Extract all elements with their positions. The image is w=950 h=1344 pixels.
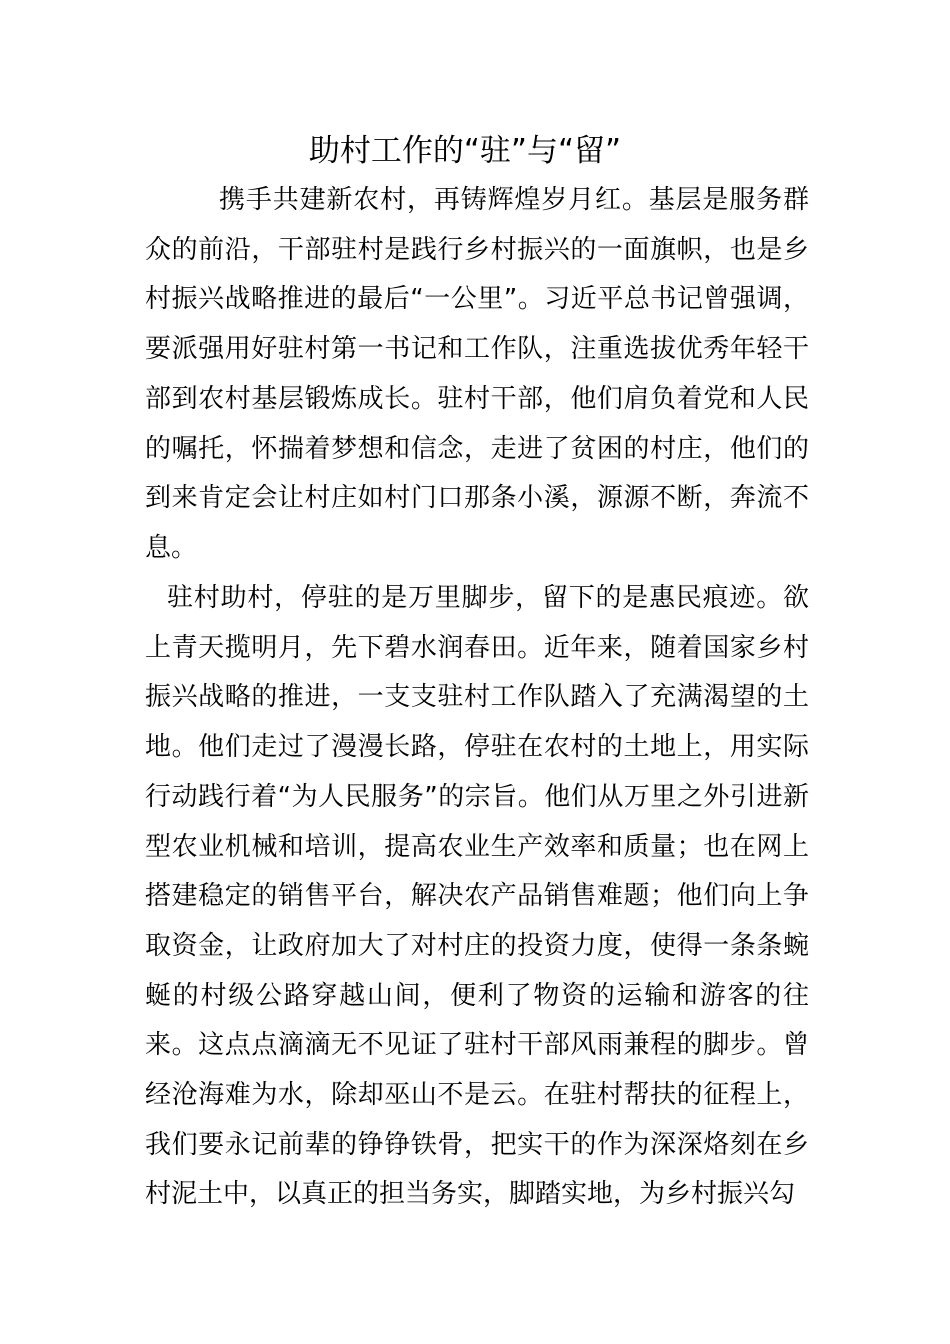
paragraph-2: 驻村助村，停驻的是万里脚步，留下的是惠民痕迹。欲上青天揽明月，先下碧水润春田。近年来，随着国家乡村振兴战略的推进，一支支驻村工作队踏入了充满渴望的土地。他们走过了漫漫长路，停驻在农村的土地上，用实际行动践行着“为人民服务”的宗旨。他们从万里之外引进新型农业机械和培训，提高农业生产效率和质量；也在网上搭建稳定的销售平台，解决农产品销售难题；他们向上争取资金，让政府加大了对村庄的投资力度，使得一条条蜿蜒的村级公路穿越山间，便利了物资的运输和游客的往来。这点点滴滴无不见证了驻村干部风雨兼程的脚步。曾经沧海难为水，除却巫山不是云。在驻村帮扶的征程上，我们要永记前辈的铮铮铁骨，把实干的作为深深烙刻在乡村泥土中，以真正的担当务实，脚踏实地，为乡村振兴勾 <box>145 583 809 1210</box>
document-title: 助村工作的“驻”与“留” <box>308 133 622 169</box>
paragraph-1: 携手共建新农村，再铸辉煌岁月红。基层是服务群众的前沿，干部驻村是践行乡村振兴的一面旗帜，也是乡村振兴战略推进的最后“一公里”。习近平总书记曾强调，要派强用好驻村第一书记和工作队，注重选拔优秀年轻干部到农村基层锻炼成长。驻村干部，他们肩负着党和人民的嘱托，怀揣着梦想和信念，走进了贫困的村庄，他们的到来肯定会让村庄如村门口那条小溪，源源不断，奔流不息。 <box>145 185 809 563</box>
